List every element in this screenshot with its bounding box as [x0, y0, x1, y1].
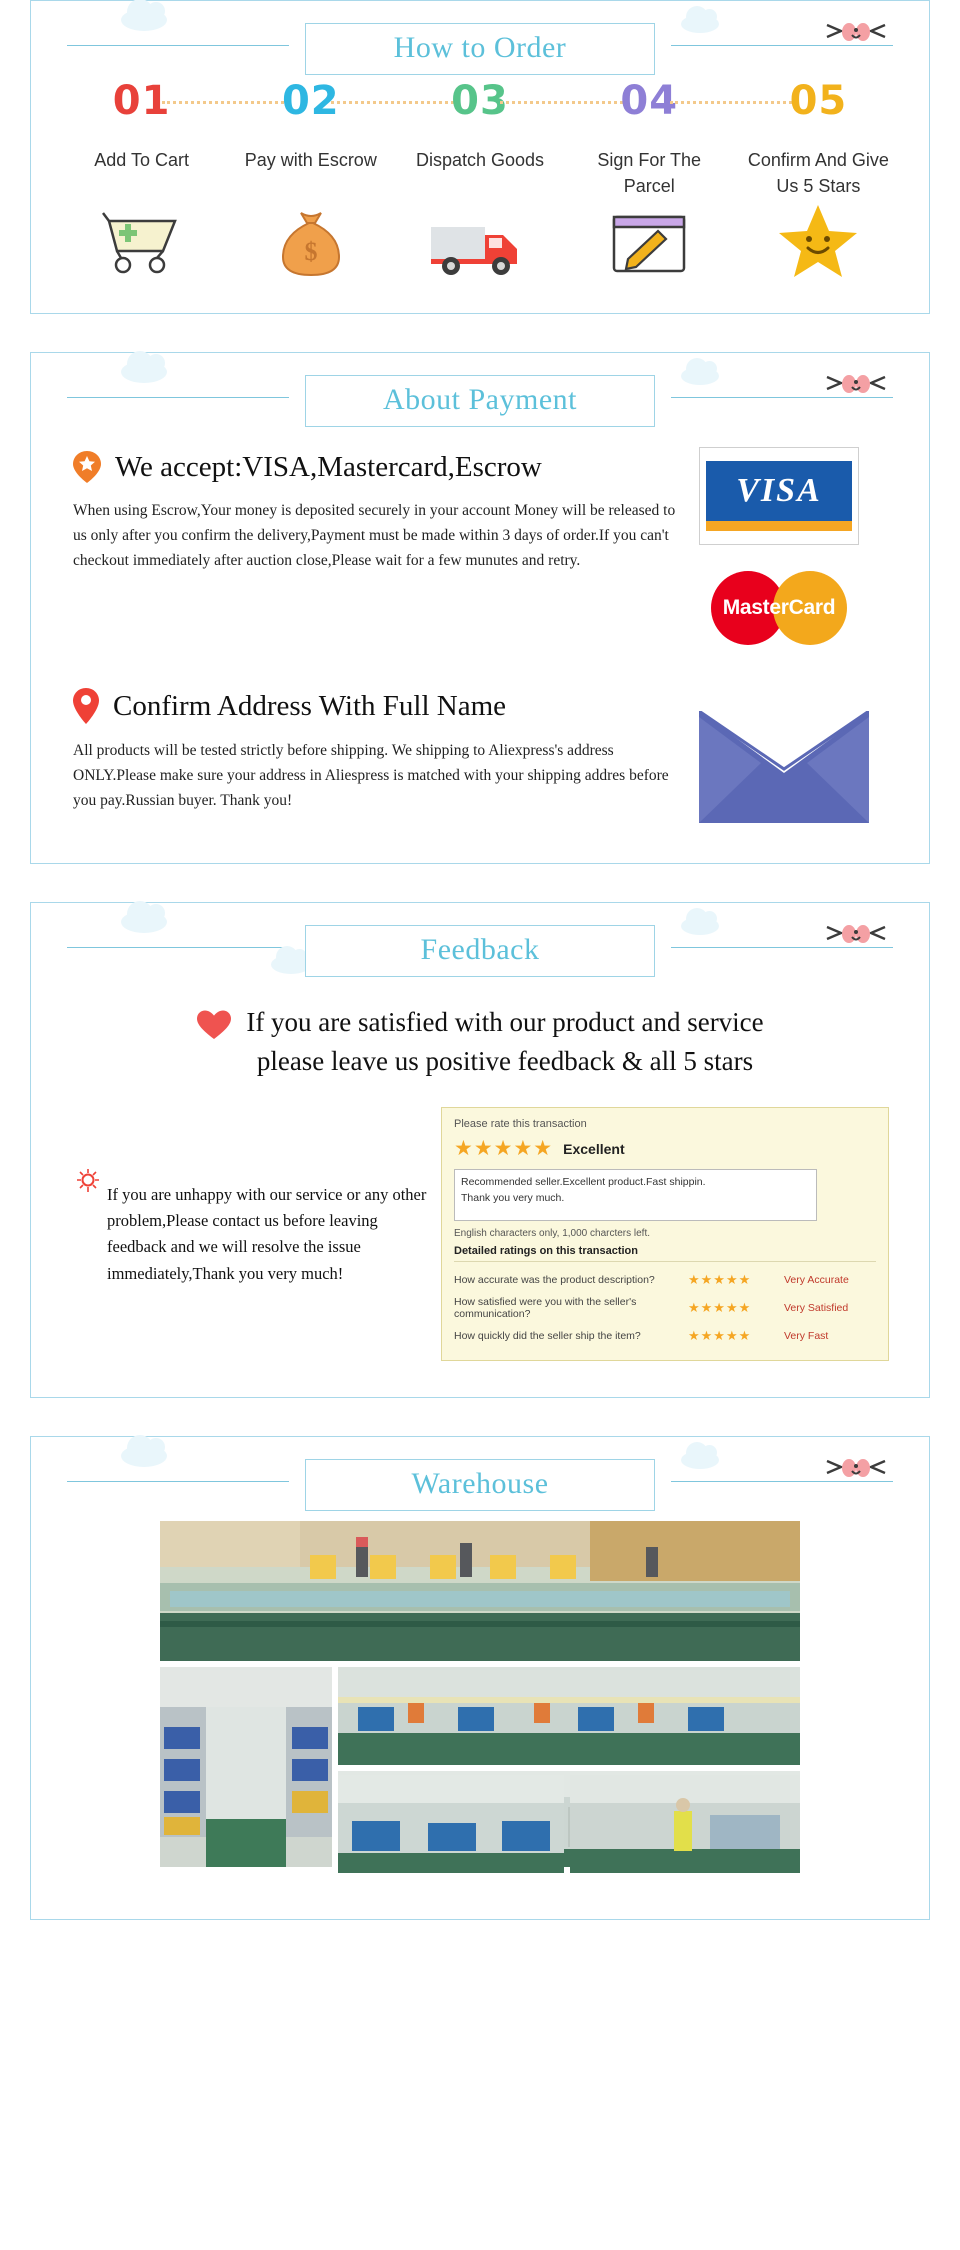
detailed-rating-row [454, 1292, 876, 1324]
comment-line-2: Thank you very much. [461, 1191, 565, 1204]
warehouse-photo-sorting-bins-2 [338, 1775, 564, 1873]
feedback-panel [30, 902, 930, 1398]
order-step-3 [395, 78, 564, 279]
step-label: Dispatch Goods [415, 150, 545, 170]
section-title: Warehouse [411, 1467, 549, 1501]
order-step-5 [734, 78, 903, 279]
rating-word: Excellent [563, 1140, 625, 1157]
detailed-ratings-title: Detailed ratings on this transaction [454, 1245, 876, 1262]
cloud-decoration-icon [121, 911, 167, 933]
detailed-rating-row [454, 1324, 876, 1348]
how-to-order-header [31, 1, 929, 75]
feedback-heading-row [71, 1003, 889, 1081]
about-payment-header [31, 353, 929, 427]
warehouse-photo-gallery [31, 1511, 929, 1919]
detailed-rating-stars[interactable]: ★★★★★ [688, 1328, 752, 1344]
warehouse-photo-worker-trolley [570, 1775, 800, 1873]
comment-line-1: Recommended seller.Excellent product.Fast shippin. [461, 1176, 706, 1189]
detailed-rating-value: Very Satisfied [784, 1302, 849, 1315]
order-step-2 [226, 78, 395, 279]
mastercard-logo-text-part2: Card [788, 596, 836, 619]
address-text-column [71, 675, 699, 823]
payment-paragraph-2: All products will be tested strictly before shipping. We shipping to Aliexpress's address ONLY.Please make sure your address in Aliespress is matched with your shipping addres before you pay.Russian buyer. Thank you! [73, 742, 669, 809]
svg-text:$: $ [304, 237, 318, 266]
pin-star-icon [71, 449, 103, 485]
visa-logo-text: VISA [736, 472, 822, 509]
header-rule-left [67, 1481, 289, 1482]
detailed-rating-stars[interactable]: ★★★★★ [688, 1272, 752, 1288]
section-title: Feedback [420, 933, 540, 966]
bird-decoration-icon [821, 1451, 891, 1487]
step-number: 03 [451, 78, 509, 124]
section-title-box [305, 925, 655, 977]
payment-heading-2: Confirm Address With Full Name [113, 689, 507, 722]
cloud-decoration-icon [681, 1451, 719, 1469]
smiling-star-icon [734, 201, 903, 279]
bird-decoration-icon [821, 15, 891, 51]
card-logos-column [699, 437, 889, 657]
idea-bulb-icon [77, 1169, 99, 1193]
cloud-decoration-icon [121, 9, 167, 31]
step-label: Pay with Escrow [244, 150, 377, 170]
feedback-heading-line1: If you are satisfied with our product and service [246, 1007, 764, 1037]
cloud-decoration-icon [121, 361, 167, 383]
visa-logo-field [706, 461, 852, 521]
money-bag-icon [226, 201, 395, 279]
address-heading-row [71, 687, 679, 725]
how-to-order-panel [30, 0, 930, 314]
bird-decoration-icon [821, 917, 891, 953]
about-payment-body [31, 427, 929, 863]
warehouse-header [31, 1437, 929, 1511]
step-label: Confirm And Give Us 5 Stars [747, 150, 889, 197]
sign-document-icon [565, 201, 734, 279]
order-step-1 [57, 78, 226, 279]
delivery-truck-icon [395, 201, 564, 279]
step-number: 05 [789, 78, 848, 124]
detailed-rating-row [454, 1268, 876, 1292]
cloud-decoration-icon [681, 917, 719, 935]
heart-icon [196, 1009, 232, 1041]
address-row [71, 675, 889, 823]
payment-heading-row [71, 449, 679, 485]
order-steps-list [31, 75, 929, 313]
step-number: 02 [281, 78, 340, 124]
payment-paragraph-1: When using Escrow,Your money is deposited securely in your account Money will be released to us only after you confirm the delivery,Payment must be made within 3 days of order.If you can't checkout immediately after auction close,Please wait for a few munutes and retry. [73, 502, 676, 569]
rating-prompt: Please rate this transaction [454, 1118, 587, 1131]
header-rule-left [67, 45, 289, 46]
mastercard-logo-text-part1: Master [722, 596, 789, 619]
warehouse-panel [30, 1436, 930, 1920]
mastercard-logo-text [699, 596, 859, 620]
rating-stars-row [454, 1136, 876, 1161]
step-label: Sign For The Parcel [597, 150, 702, 197]
section-title: About Payment [383, 383, 577, 416]
about-payment-panel [30, 352, 930, 864]
bird-decoration-icon [821, 367, 891, 403]
warehouse-photo-shelving-aisle [160, 1667, 332, 1867]
order-step-4 [565, 78, 734, 279]
header-rule-left [67, 947, 289, 948]
cloud-decoration-icon [121, 1445, 167, 1467]
payment-heading-1: We accept:VISA,Mastercard,Escrow [115, 450, 542, 483]
feedback-heading [246, 1003, 763, 1081]
rating-stars[interactable]: ★★★★★ [454, 1137, 554, 1161]
detailed-rating-stars[interactable]: ★★★★★ [688, 1300, 752, 1316]
mastercard-logo [699, 559, 859, 657]
feedback-header [31, 903, 929, 977]
feedback-note: If you are unhappy with our service or any other problem,Please contact us before leaving feedback and we will resolve the issue immediately,Thank you very much! [107, 1184, 427, 1283]
step-label: Add To Cart [94, 150, 189, 170]
section-title-box [305, 375, 655, 427]
warehouse-photo-assembly-tables [338, 1667, 800, 1765]
section-title: How to Order [393, 31, 567, 64]
detailed-rating-question: How accurate was the product description? [454, 1274, 655, 1287]
cloud-decoration-icon [681, 367, 719, 385]
feedback-columns [71, 1107, 889, 1361]
header-rule-left [67, 397, 289, 398]
feedback-body [31, 977, 929, 1397]
envelope-icon [699, 711, 869, 823]
detailed-rating-value: Very Fast [784, 1330, 829, 1343]
step-number: 04 [620, 78, 679, 124]
payment-text-column [71, 437, 699, 657]
visa-logo [699, 447, 859, 545]
visa-logo-stripe [706, 521, 852, 531]
envelope-column [699, 675, 889, 823]
detailed-rating-value: Very Accurate [784, 1274, 849, 1287]
location-pin-icon [71, 687, 101, 725]
feedback-note-column [71, 1165, 431, 1304]
section-title-box [305, 23, 655, 75]
rating-card [441, 1107, 889, 1361]
cloud-decoration-icon [681, 15, 719, 33]
section-title-box [305, 1459, 655, 1511]
step-number: 01 [112, 78, 171, 124]
warehouse-photo-packing-line [160, 1521, 800, 1661]
shopping-cart-icon [57, 201, 226, 279]
character-count-note: English characters only, 1,000 charcters left. [454, 1228, 651, 1240]
detailed-rating-question: How quickly did the seller ship the item? [454, 1330, 641, 1343]
payment-methods-row [71, 437, 889, 657]
detailed-rating-question: How satisfied were you with the seller's communication? [454, 1296, 637, 1321]
feedback-heading-line2: please leave us positive feedback & all 5 stars [256, 1046, 754, 1077]
rating-screenshot-column [431, 1107, 889, 1361]
comment-textarea[interactable] [454, 1169, 817, 1221]
